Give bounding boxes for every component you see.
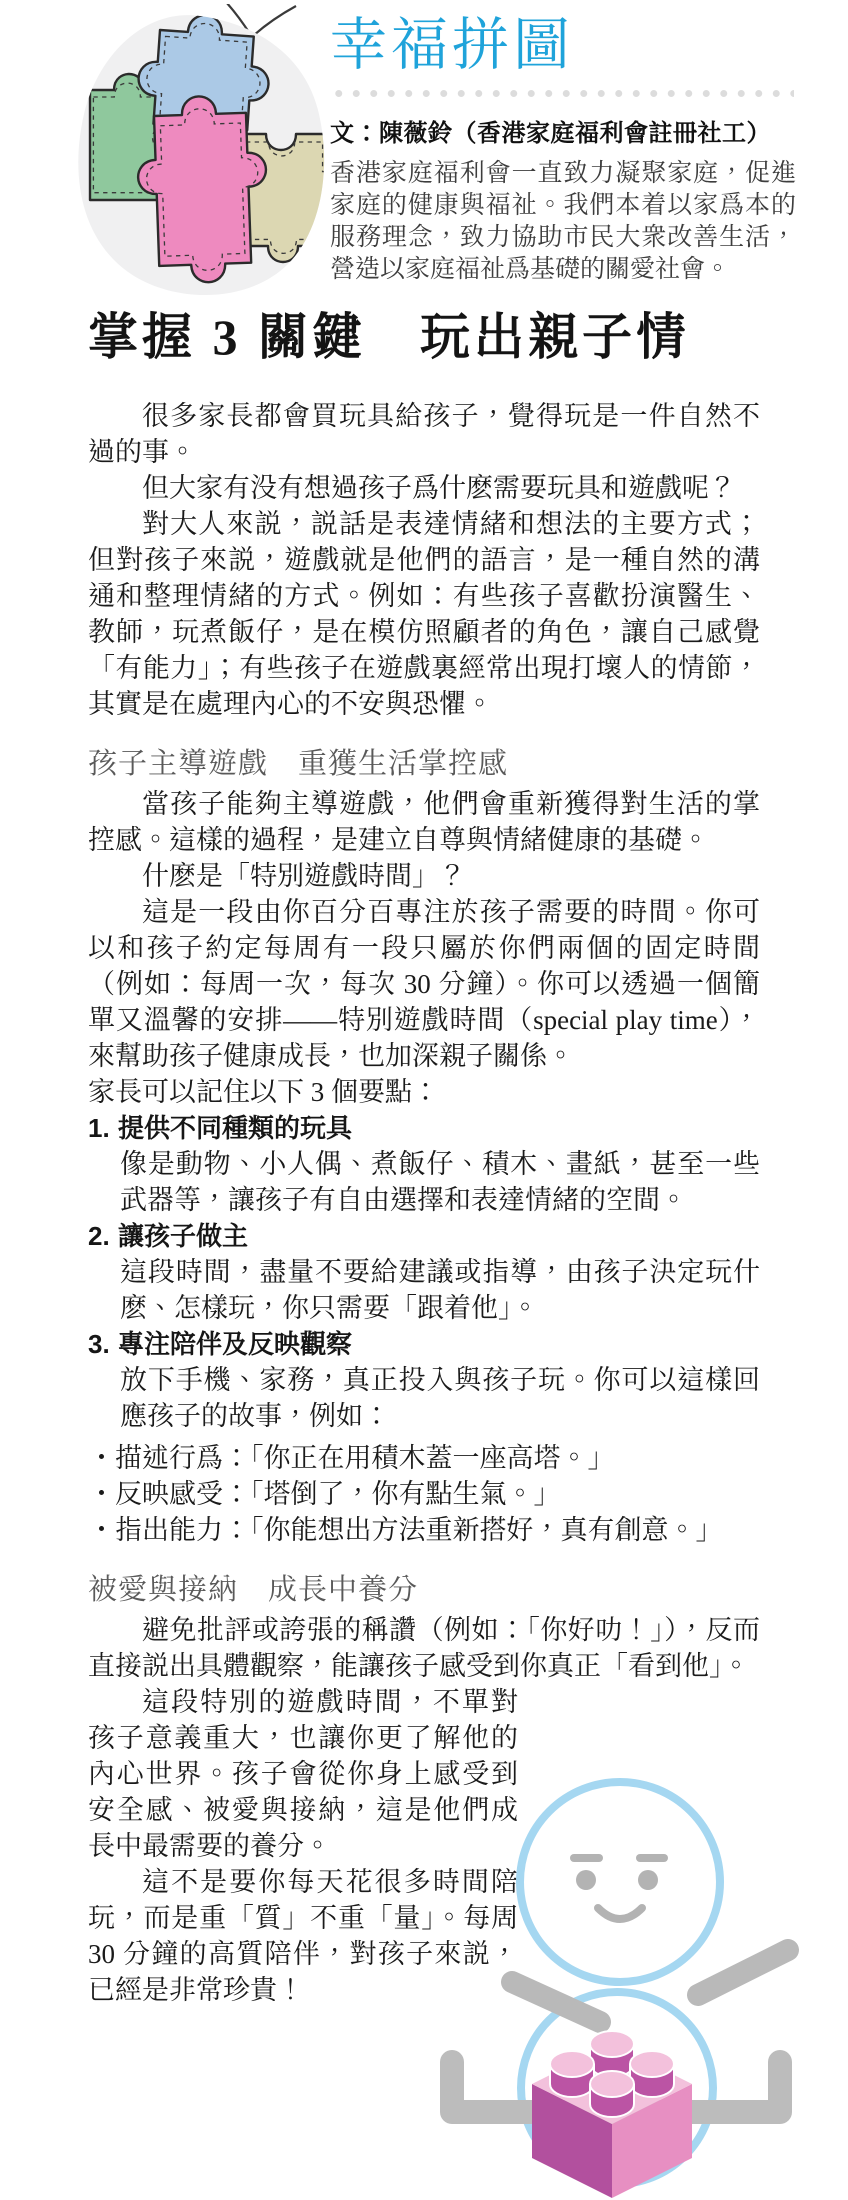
section-heading-love-acceptance: 被愛與接納 成長中養分 xyxy=(88,1574,419,1606)
article-headline: 掌握 3 關鍵 玩出親子情 xyxy=(88,309,690,365)
list-item: ・ 描述行爲：「你正在用積木蓋一座高塔。」 xyxy=(88,1440,760,1476)
bullet-icon: ・ xyxy=(88,1443,115,1473)
arm-right xyxy=(698,1950,788,1995)
puzzle-pieces-icon xyxy=(58,4,346,302)
point-number: 1. xyxy=(88,1113,110,1143)
point-item-2 xyxy=(88,1218,760,1326)
point-title: 3. 專注陪伴及反映觀察 xyxy=(88,1326,760,1362)
point-body: 放下手機、家務，真正投入與孩子玩。你可以這樣回應孩子的故事，例如： xyxy=(120,1365,760,1431)
response-examples-list xyxy=(88,1440,760,1548)
point-item-1 xyxy=(88,1110,760,1218)
paragraph: 當孩子能夠主導遊戲，他們會重新獲得對生活的掌控感。這樣的過程，是建立自尊與情緒健康的基礎。 xyxy=(88,789,760,855)
snowman-lego-illustration xyxy=(440,1770,848,2200)
points-lead: 家長可以記住以下 3 個要點： xyxy=(88,1077,439,1107)
column-title: 幸福拼圖 xyxy=(330,13,574,77)
paragraph: 對大人來説，説話是表達情緒和想法的主要方式；但對孩子來説，遊戲就是他們的語言，是一種自然的溝通和整理情緒的方式。例如：有些孩子喜歡扮演醫生、教師，玩煮飯仔，是在模仿照顧者的角色，讓自己感覺「有能力」；有些孩子在遊戲裏經常出現打壞人的情節，其實是在處理內心的不安與恐懼。 xyxy=(88,509,760,719)
eye-left xyxy=(576,1870,596,1890)
point-body: 這段時間，盡量不要給建議或指導，由孩子決定玩什麽、怎樣玩，你只需要「跟着他」。 xyxy=(120,1257,760,1323)
list-item: ・ 指出能力：「你能想出方法重新搭好，真有創意。」 xyxy=(88,1512,760,1548)
paragraph: 這不是要你每天花很多時間陪玩，而是重「質」不重「量」。每周 30 分鐘的高質陪伴，對孩子來説，已經是非常珍貴！ xyxy=(88,1867,518,2005)
point-item-3 xyxy=(88,1326,760,1434)
paragraph: 這是一段由你百分百專注於孩子需要的時間。你可以和孩子約定每周有一段只屬於你們兩個的固定時間（例如：每周一次，每次 30 分鐘）。你可以透過一個簡單又溫馨的安排——特別遊戲時間（special play time），來幫助孩子健康成長，也加深親子關係。 xyxy=(88,897,760,1071)
point-number: 2. xyxy=(88,1221,110,1251)
section-heading-child-led-play: 孩子主導遊戲 重獲生活掌控感 xyxy=(88,748,509,780)
bullet-icon: ・ xyxy=(88,1515,115,1545)
paragraph: 避免批評或誇張的稱讚（例如：「你好叻！」），反而直接説出具體觀察，能讓孩子感受到你真正「看到他」。 xyxy=(88,1615,760,1681)
point-number: 3. xyxy=(88,1329,110,1359)
point-title: 2. 讓孩子做主 xyxy=(88,1218,760,1254)
eyebrow-right xyxy=(636,1854,668,1862)
organisation-intro: 香港家庭福利會一直致力凝聚家庭，促進家庭的健康與福祉。我們本着以家爲本的服務理念，致力協助市民大衆改善生活，營造以家庭福祉爲基礎的關愛社會。 xyxy=(330,159,796,283)
eyebrow-left xyxy=(570,1854,603,1862)
list-item: ・ 反映感受：「塔倒了，你有點生氣。」 xyxy=(88,1476,760,1512)
paragraph: 這段特別的遊戲時間，不單對孩子意義重大，也讓你更了解他的內心世界。孩子會從你身上感受到安全感、被愛與接納，這是他們成長中最需要的養分。 xyxy=(88,1687,518,1861)
bullet-icon: ・ xyxy=(88,1479,115,1509)
point-title: 1. 提供不同種類的玩具 xyxy=(88,1110,760,1146)
paragraph: 很多家長都會買玩具給孩子，覺得玩是一件自然不過的事。 xyxy=(88,401,760,467)
byline: 文：陳薇鈴（香港家庭福利會註冊社工） xyxy=(330,121,771,147)
masthead-text-block xyxy=(330,14,796,285)
dotted-divider xyxy=(330,89,794,98)
masthead xyxy=(0,0,848,300)
article-body xyxy=(88,398,760,2008)
paragraph: 但大家有没有想過孩子爲什麽需要玩具和遊戲呢？ xyxy=(142,473,736,503)
eye-right xyxy=(638,1870,658,1890)
point-body: 像是動物、小人偶、煮飯仔、積木、畫紙，甚至一些武器等，讓孩子有自由選擇和表達情緒的空間。 xyxy=(120,1149,760,1215)
paragraph: 什麽是「特別遊戲時間」？ xyxy=(142,861,466,891)
